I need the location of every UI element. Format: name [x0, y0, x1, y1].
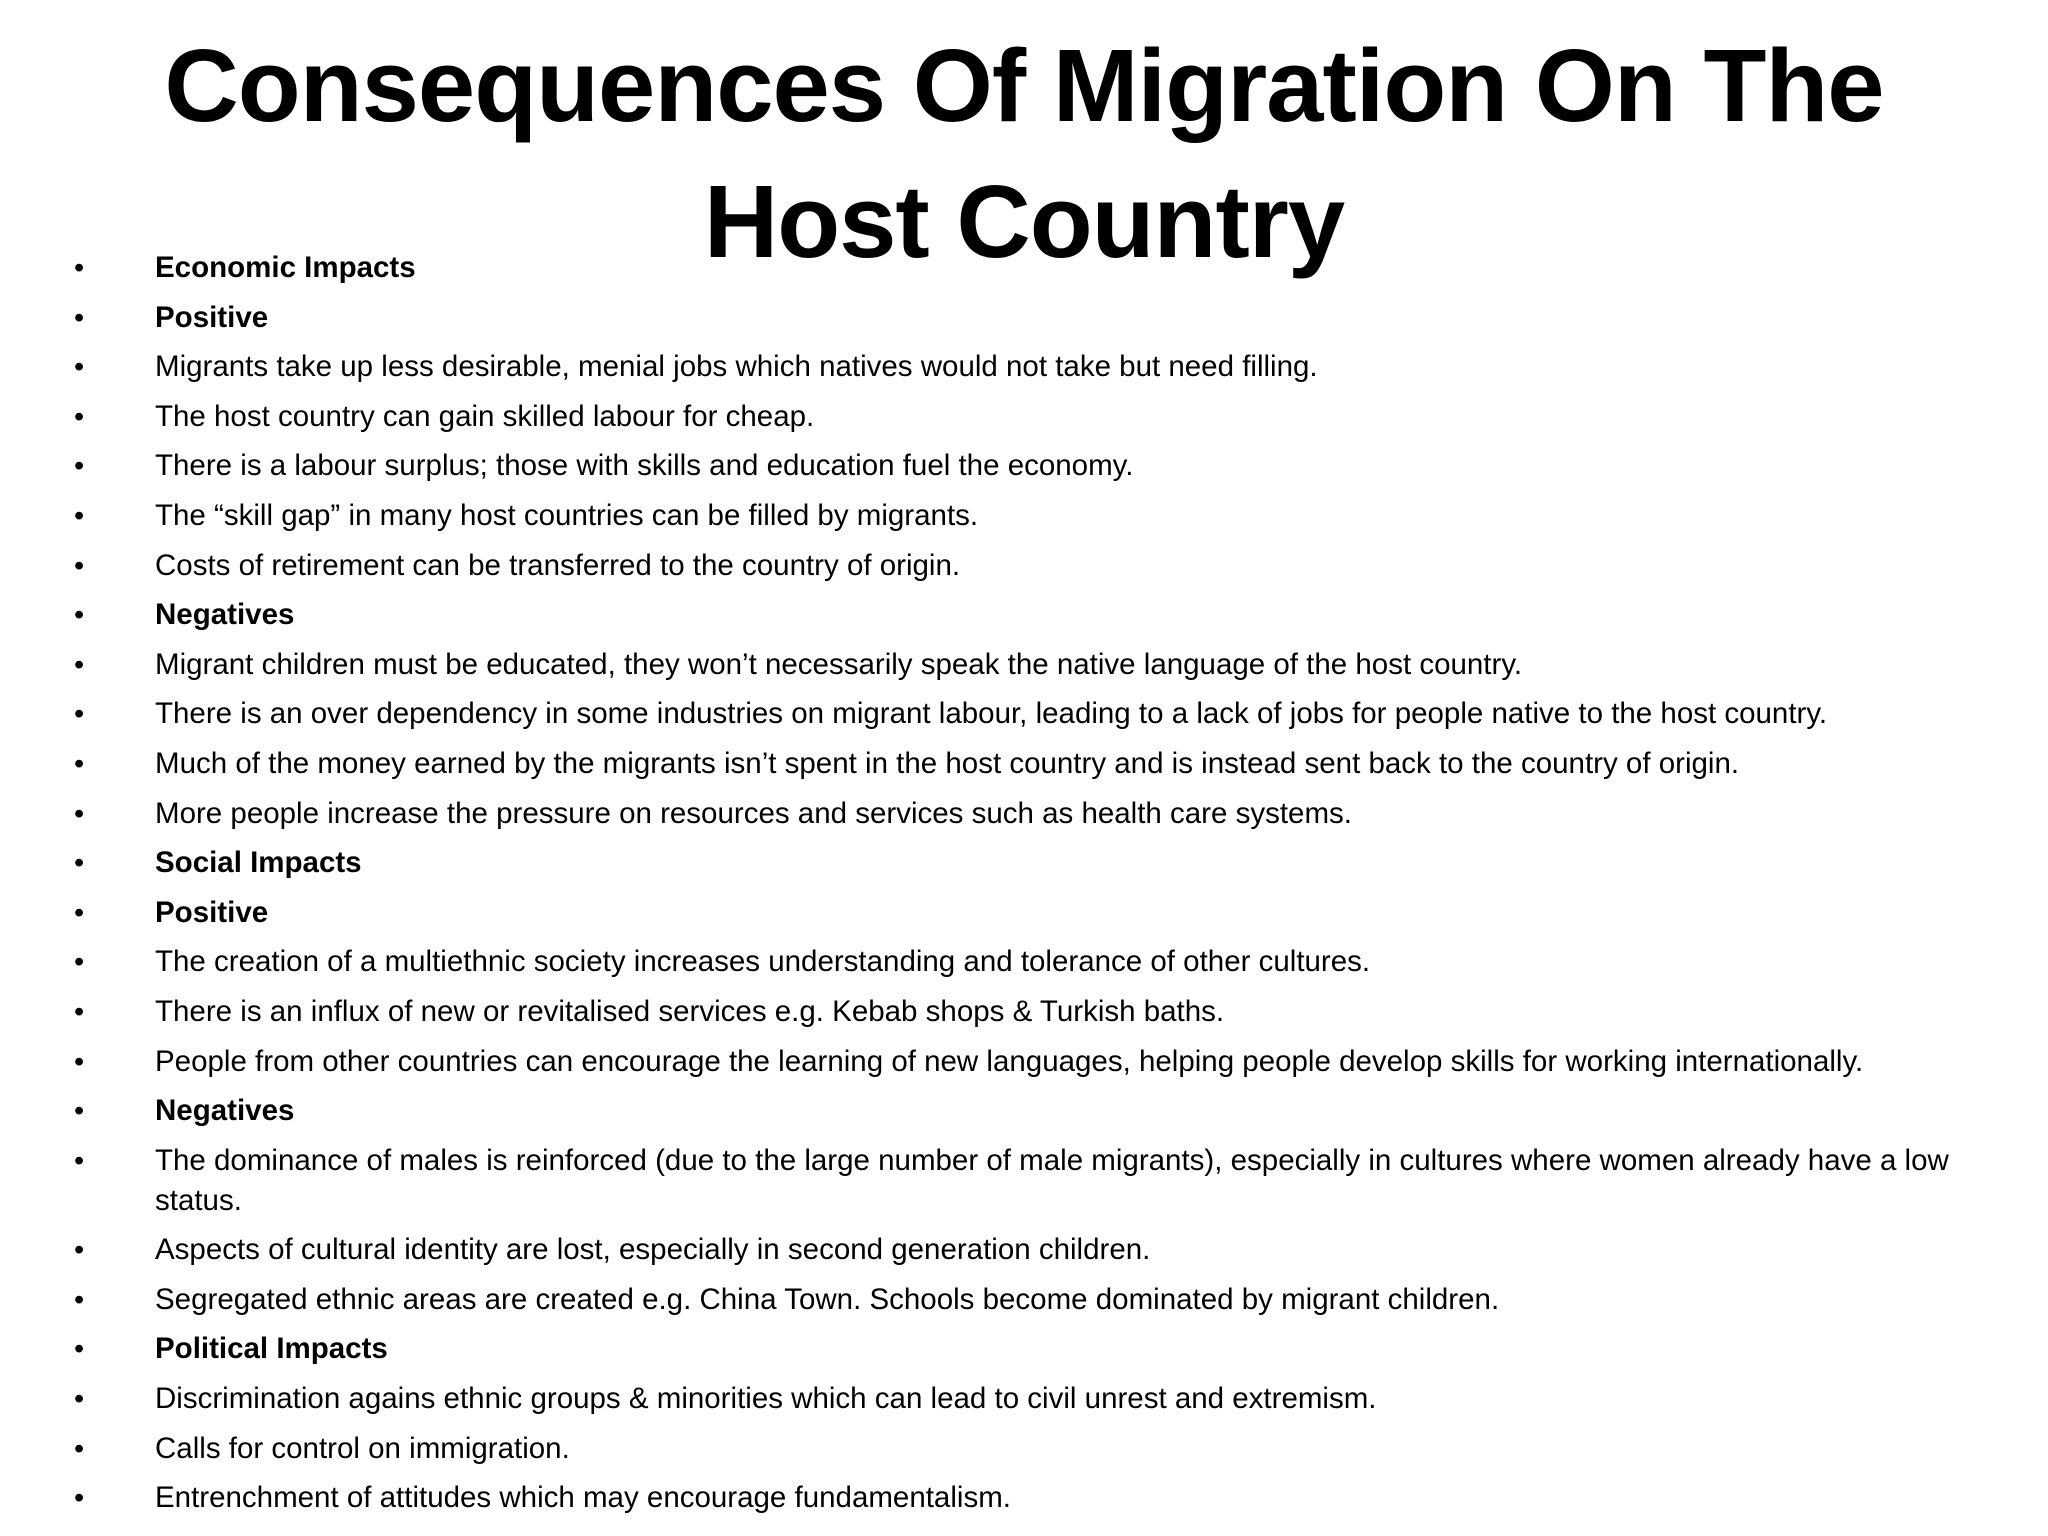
list-item-text: More people increase the pressure on resources and services such as health care systems. — [155, 796, 1352, 830]
section-heading-item — [0, 595, 2048, 645]
section-heading-text: Negatives — [155, 598, 295, 632]
list-item-text: There is an influx of new or revitalised services e.g. Kebab shops & Turkish baths. — [155, 994, 1225, 1028]
list-item-text: The “skill gap” in many host countries can be filled by migrants. — [155, 498, 979, 532]
slide-title-line-1: Consequences Of Migration On The — [164, 28, 1884, 143]
section-heading-item — [0, 298, 2048, 348]
section-heading-item — [0, 843, 2048, 893]
section-heading-item — [0, 248, 2048, 298]
bullet-icon: • — [74, 400, 85, 433]
slide-title-line-2: Host Country — [703, 164, 1345, 279]
bullet-icon: • — [74, 549, 85, 582]
bullet-icon: • — [74, 252, 85, 284]
bullet-icon: • — [74, 1095, 85, 1128]
list-item — [0, 694, 2048, 744]
list-item-text: Migrant children must be educated, they won’t necessarily speak the native language of the host country. — [155, 647, 1523, 681]
bullet-icon: • — [74, 1234, 85, 1267]
list-item-text: Costs of retirement can be transferred to the country of origin. — [155, 548, 961, 582]
list-item-text: The creation of a multiethnic society increases understanding and tolerance of other cultures. — [155, 945, 1371, 979]
section-heading-text: Social Impacts — [155, 846, 362, 880]
list-item — [0, 1478, 2048, 1528]
list-item-text: Segregated ethnic areas are created e.g. China Town. Schools become dominated by migrant children. — [155, 1282, 1500, 1316]
list-item — [0, 1141, 2048, 1231]
bullet-icon: • — [74, 1283, 85, 1316]
bullet-icon: • — [74, 747, 85, 780]
section-heading-item — [0, 1091, 2048, 1141]
list-item-text: There is an over dependency in some industries on migrant labour, leading to a lack of jobs for people native to the host country. — [155, 697, 1828, 731]
section-heading-item — [0, 893, 2048, 943]
list-item-text: Migrants take up less desirable, menial jobs which natives would not take but need filling. — [155, 350, 1318, 384]
bullet-icon: • — [74, 351, 85, 384]
list-item-text: The dominance of males is reinforced (due to the large number of male migrants), especially in cultures where women already have a low status. — [155, 1143, 1949, 1217]
list-item — [0, 1042, 2048, 1092]
section-heading-text: Positive — [155, 895, 269, 929]
bullet-icon: • — [74, 301, 85, 334]
bullet-icon: • — [74, 946, 85, 979]
list-item — [0, 645, 2048, 695]
bullet-icon: • — [74, 599, 85, 632]
bullet-icon: • — [74, 896, 85, 929]
list-item — [0, 397, 2048, 447]
bullet-icon: • — [74, 450, 85, 483]
list-item — [0, 1230, 2048, 1280]
section-heading-text: Negatives — [155, 1094, 295, 1128]
list-item — [0, 942, 2048, 992]
bullet-icon: • — [74, 797, 85, 830]
list-item — [0, 1429, 2048, 1479]
bullet-icon: • — [74, 648, 85, 681]
list-item-text: Calls for control on immigration. — [155, 1431, 570, 1465]
list-item — [0, 744, 2048, 794]
section-heading-text: Political Impacts — [155, 1332, 388, 1366]
list-item-text: There is a labour surplus; those with skills and education fuel the economy. — [155, 449, 1134, 483]
list-item-text: People from other countries can encourage the learning of new languages, helping people develop skills for working internationally. — [155, 1044, 1864, 1078]
bullet-icon: • — [74, 499, 85, 532]
list-item — [0, 992, 2048, 1042]
list-item-text: The host country can gain skilled labour for cheap. — [155, 399, 815, 433]
list-item — [0, 546, 2048, 596]
section-heading-text: Economic Impacts — [155, 251, 416, 284]
bullet-icon: • — [74, 1333, 85, 1366]
bullet-icon: • — [74, 698, 85, 731]
list-item-text: Aspects of cultural identity are lost, especially in second generation children. — [155, 1233, 1151, 1267]
list-item-text: Entrenchment of attitudes which may encourage fundamentalism. — [155, 1481, 1011, 1515]
list-item — [0, 1280, 2048, 1330]
bullet-icon: • — [74, 1432, 85, 1465]
bullet-list — [0, 248, 2048, 1528]
bullet-icon: • — [74, 847, 85, 880]
bullet-icon: • — [74, 1482, 85, 1515]
list-item — [0, 496, 2048, 546]
list-item-text: Discrimination agains ethnic groups & minorities which can lead to civil unrest and extremism. — [155, 1382, 1377, 1416]
bullet-icon: • — [74, 1045, 85, 1078]
section-heading-item — [0, 1329, 2048, 1379]
list-item — [0, 446, 2048, 496]
list-item — [0, 794, 2048, 844]
list-item — [0, 347, 2048, 397]
bullet-icon: • — [74, 1383, 85, 1416]
section-heading-text: Positive — [155, 300, 269, 334]
list-item — [0, 1379, 2048, 1429]
bullet-icon: • — [74, 1144, 85, 1177]
bullet-icon: • — [74, 995, 85, 1028]
list-item-text: Much of the money earned by the migrants isn’t spent in the host country and is instead sent back to the country of origin. — [155, 746, 1740, 780]
